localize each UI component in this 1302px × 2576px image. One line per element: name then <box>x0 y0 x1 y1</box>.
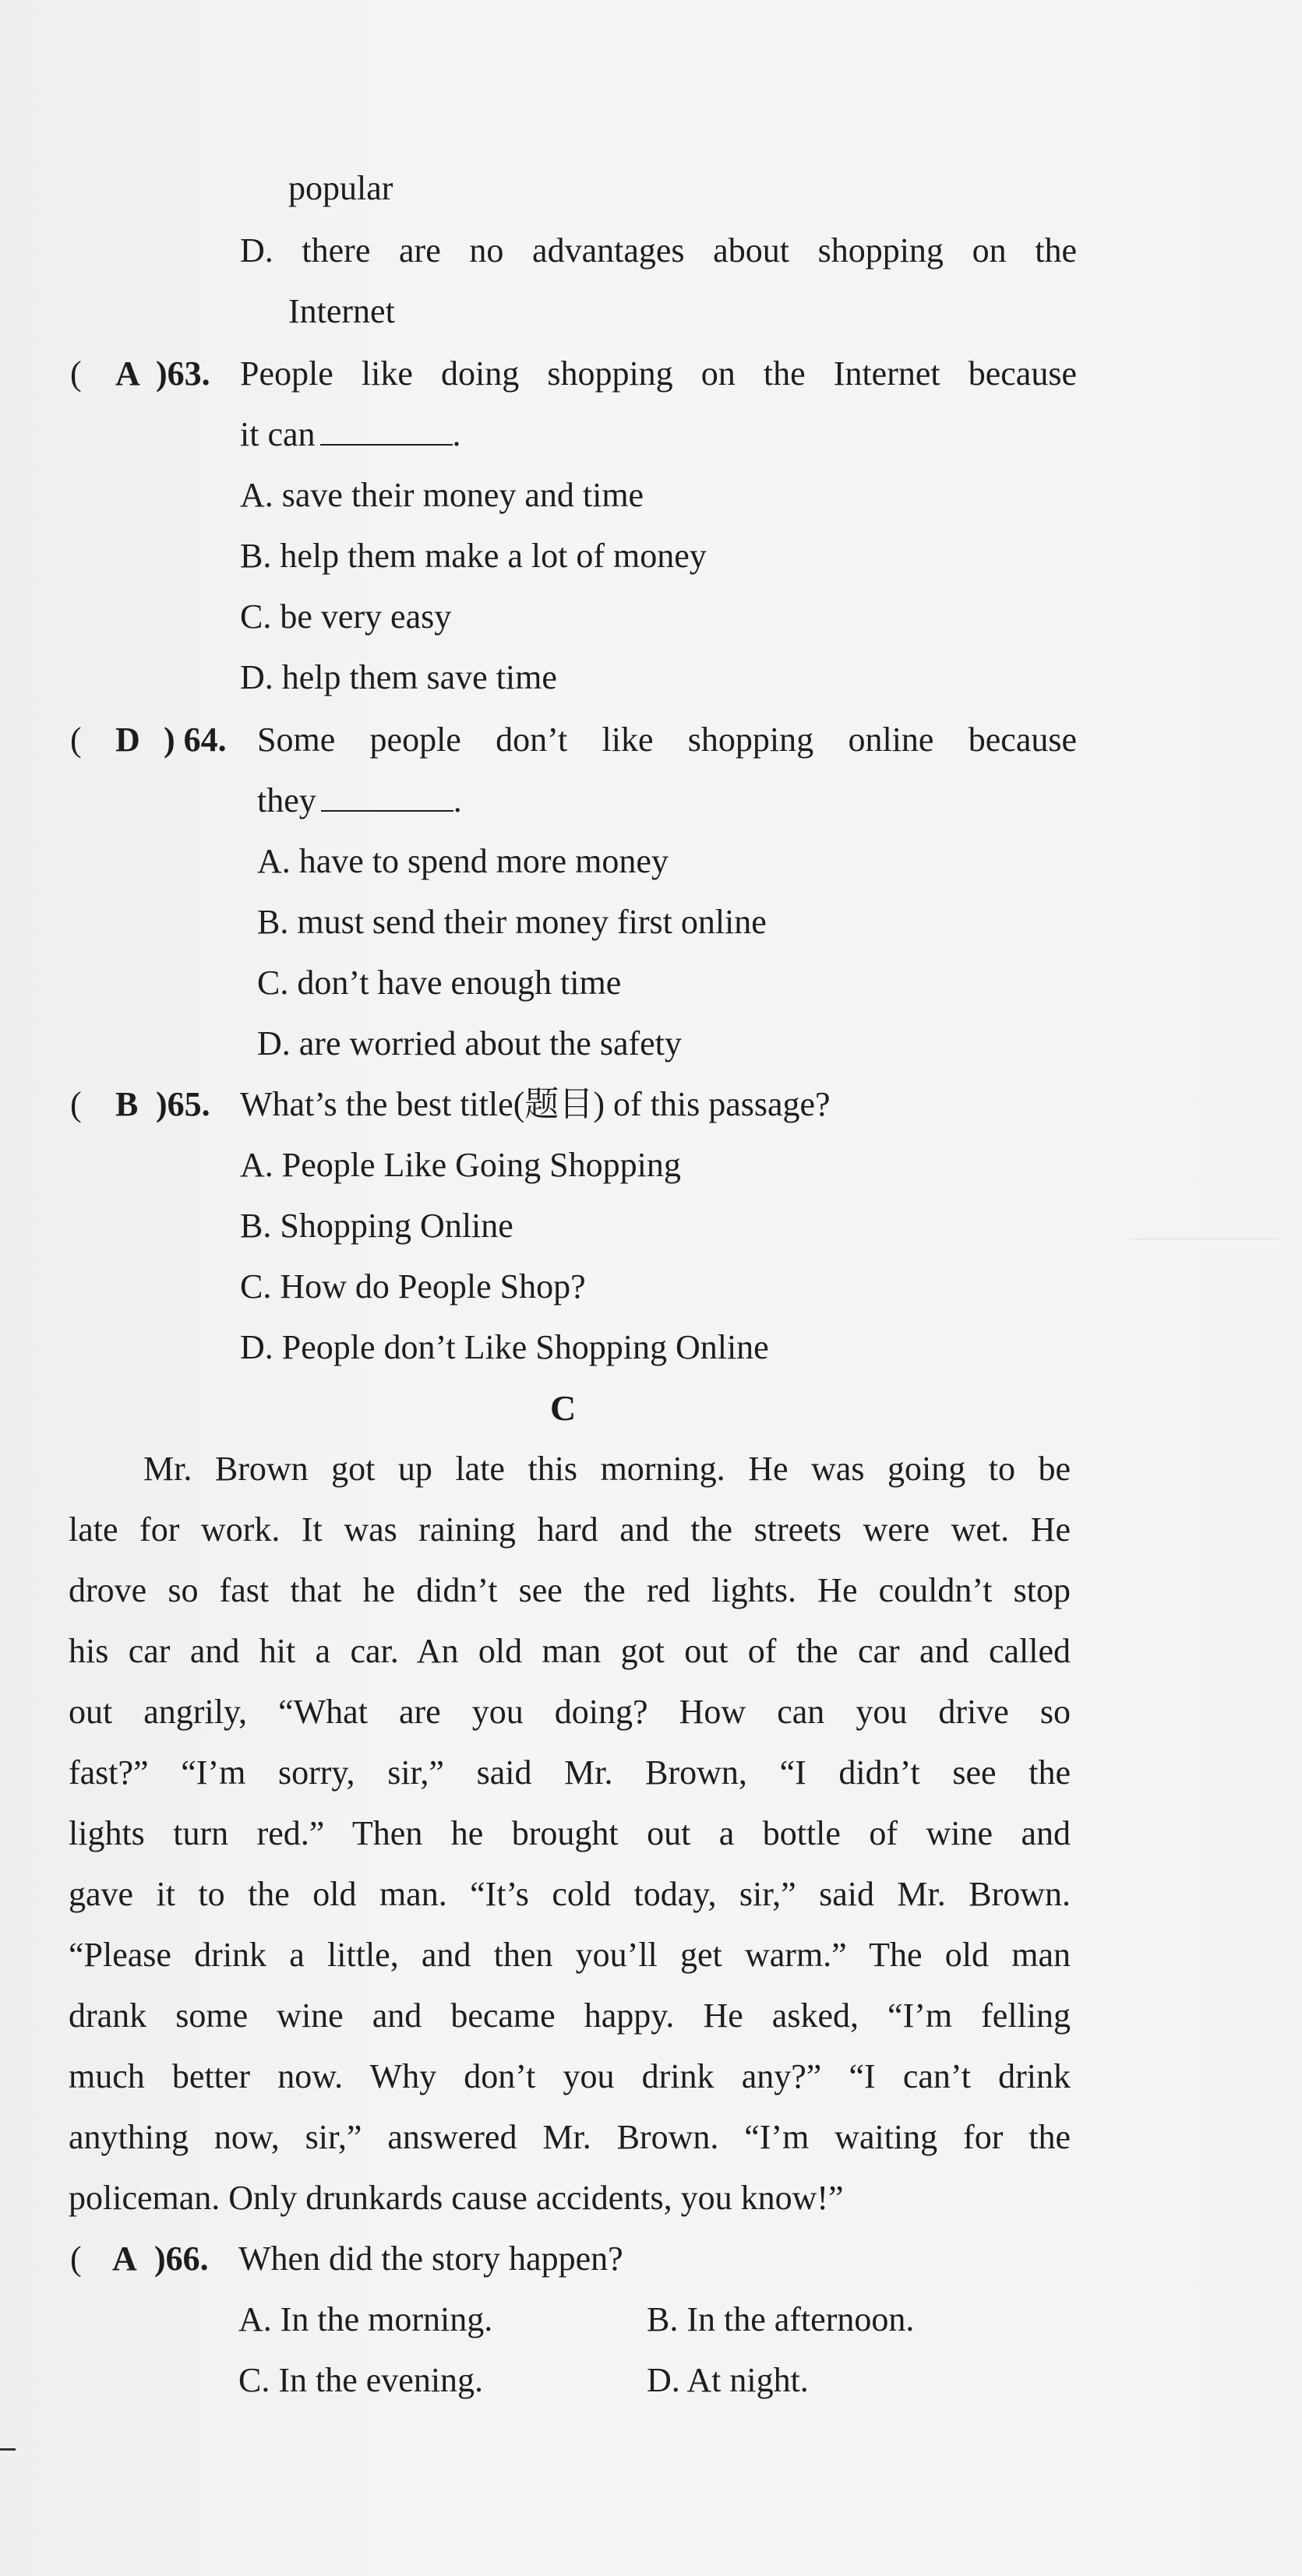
q65-option-a: A. People Like Going Shopping <box>240 1146 681 1184</box>
passage-line: “Please drink a little, and then you’ll get warm.” The old man <box>69 1936 1071 1974</box>
q66-option-b: B. In the afternoon. <box>647 2300 915 2338</box>
q63-stem-line2 <box>240 413 461 456</box>
q66-option-c: C. In the evening. <box>238 2361 484 2399</box>
passage-line: policeman. Only drunkards cause accidents, you know!” <box>69 2179 844 2217</box>
q64-answer: D <box>115 721 140 759</box>
q65-stem: What’s the best title(题目) of this passage? <box>240 1085 831 1123</box>
q63-option-b: B. help them make a lot of money <box>240 537 707 575</box>
passage-line: out angrily, “What are you doing? How can you drive so <box>69 1693 1071 1731</box>
q66-answer: A <box>112 2239 137 2278</box>
passage-line: fast?” “I’m sorry, sir,” said Mr. Brown, “I didn’t see the <box>69 1753 1071 1792</box>
q63-option-a: A. save their money and time <box>240 476 644 514</box>
section-c-heading: C <box>550 1388 577 1428</box>
q64-option-c: C. don’t have enough time <box>257 964 622 1002</box>
q63-answer: A <box>115 354 140 393</box>
q64-stem-text: Some people don’t like shopping online because <box>257 721 1077 759</box>
q63-answer-blank <box>320 413 453 446</box>
margin-mark <box>0 2448 16 2451</box>
q66-stem: When did the story happen? <box>238 2239 623 2278</box>
q64-option-d: D. are worried about the safety <box>257 1024 682 1062</box>
q65-bracket-open: ( <box>70 1085 82 1123</box>
q66-option-a: A. In the morning. <box>238 2300 493 2338</box>
passage-line: drove so fast that he didn’t see the red lights. He couldn’t stop <box>69 1571 1071 1609</box>
q63-number <box>156 352 210 396</box>
q66-bracket-open: ( <box>70 2239 82 2278</box>
q63-number-text: )63. <box>156 354 210 393</box>
q63-option-d: D. help them save time <box>240 658 557 696</box>
passage-line: much better now. Why don’t you drink any?” “I can’t drink <box>69 2057 1071 2095</box>
passage-line: drank some wine and became happy. He asked, “I’m felling <box>69 1996 1071 2035</box>
passage-line: gave it to the old man. “It’s cold today, sir,” said Mr. Brown. <box>69 1875 1071 1913</box>
q63-stem-line1 <box>240 352 1077 396</box>
q65-answer: B <box>115 1085 139 1123</box>
q66-number <box>154 2237 209 2281</box>
passage-line: Mr. Brown got up late this morning. He was going to be <box>143 1450 1071 1488</box>
q64-number <box>164 718 227 762</box>
q65-option-d: D. People don’t Like Shopping Online <box>240 1328 769 1366</box>
q63-option-c: C. be very easy <box>240 597 452 636</box>
q62-option-d-text: D. there are no advantages about shopping on the <box>240 231 1077 270</box>
q63-bracket-open: ( <box>70 354 82 393</box>
passage-line: late for work. It was raining hard and the streets were wet. He <box>69 1510 1071 1549</box>
q63-stem-line2-text: it can <box>240 415 316 453</box>
q64-option-a: A. have to spend more money <box>257 842 669 880</box>
q62-option-d-line2: Internet <box>288 292 395 330</box>
q66-number-text: )66. <box>154 2239 209 2278</box>
q64-bracket-open: ( <box>70 721 82 759</box>
passage-line: anything now, sir,” answered Mr. Brown. “I’m waiting for the <box>69 2118 1071 2156</box>
q65-number <box>156 1083 210 1126</box>
q65-number-text: )65. <box>156 1085 210 1123</box>
q64-answer-blank <box>321 779 453 812</box>
passage-line: his car and hit a car. An old man got out of the car and called <box>69 1632 1071 1670</box>
q62-option-d-line1 <box>240 229 1077 273</box>
passage-line: lights turn red.” Then he brought out a bottle of wine and <box>69 1814 1071 1852</box>
q63-stem-end: . <box>452 415 461 453</box>
q62-option-c-continuation: popular <box>288 169 393 207</box>
q66-option-d: D. At night. <box>647 2361 809 2399</box>
q64-stem-line2-text: they <box>257 781 316 819</box>
q64-option-b: B. must send their money first online <box>257 903 767 941</box>
q65-option-c: C. How do People Shop? <box>240 1267 586 1306</box>
q64-stem-line1 <box>257 718 1077 762</box>
q64-number-text: ) 64. <box>164 721 227 759</box>
q64-stem-end: . <box>453 781 462 819</box>
q64-stem-line2 <box>257 779 462 823</box>
q65-option-b: B. Shopping Online <box>240 1207 513 1245</box>
q63-stem-text: People like doing shopping on the Internet because <box>240 354 1077 393</box>
